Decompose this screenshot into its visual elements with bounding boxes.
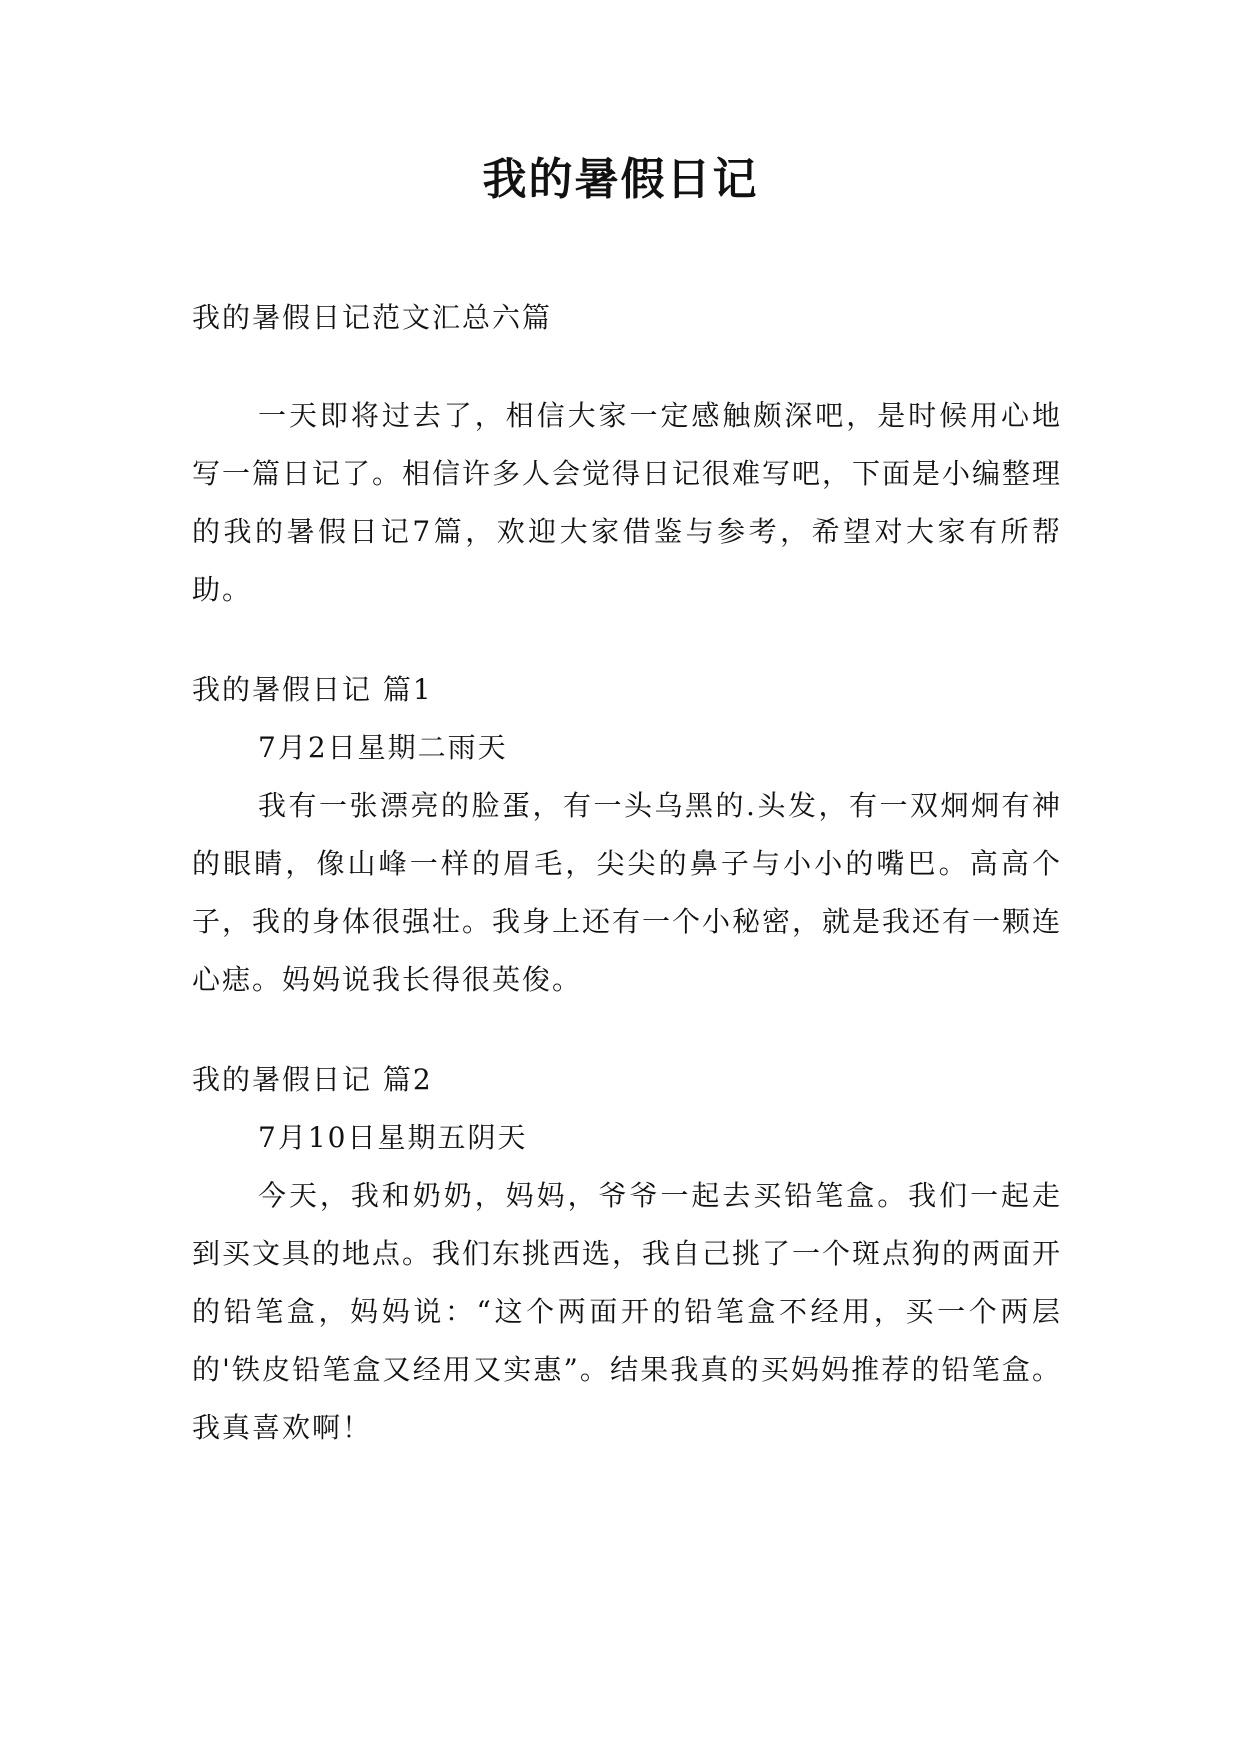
document-body	[192, 289, 1062, 1457]
document-subtitle: 我的暑假日记范文汇总六篇	[192, 301, 553, 334]
document-title: 我的暑假日记	[482, 154, 759, 205]
section-heading: 我的暑假日记 篇1	[192, 673, 433, 706]
section-heading: 我的暑假日记 篇2	[192, 1063, 433, 1096]
diary-date: 7月2日星期二雨天	[258, 731, 508, 764]
diary-body: 我有一张漂亮的脸蛋，有一头乌黑的.头发，有一双炯炯有神的眼睛，像山峰一样的眉毛，尖尖的鼻子与小小的嘴巴。高高个子，我的身体很强壮。我身上还有一个小秘密，就是我还有一颗连心痣。妈妈说我长得很英俊。	[192, 789, 1063, 996]
intro-paragraph: 一天即将过去了，相信大家一定感触颇深吧，是时候用心地写一篇日记了。相信许多人会觉得日记很难写吧，下面是小编整理的我的暑假日记7篇，欢迎大家借鉴与参考，希望对大家有所帮助。	[192, 399, 1063, 606]
diary-date: 7月10日星期五阴天	[258, 1121, 528, 1154]
diary-section-2	[192, 1051, 1062, 1457]
diary-body: 今天，我和奶奶，妈妈，爷爷一起去买铅笔盒。我们一起走到买文具的地点。我们东挑西选，我自己挑了一个斑点狗的两面开的铅笔盒，妈妈说：“这个两面开的铅笔盒不经用，买一个两层的'铁皮铅笔盒又经用又实惠”。结果我真的买妈妈推荐的铅笔盒。我真喜欢啊！	[192, 1179, 1063, 1444]
diary-section-1	[192, 661, 1062, 1009]
